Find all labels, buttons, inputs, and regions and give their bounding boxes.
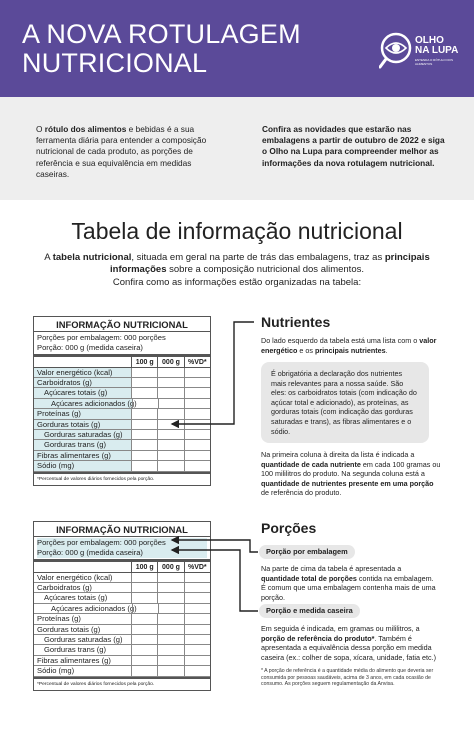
table-footnote: *Percentual de valores diários fornecidos pela porção. — [34, 677, 210, 690]
table-column-headers: 100 g 000 g %VD* — [34, 357, 210, 368]
nutrient-label: Proteínas (g) — [34, 614, 131, 623]
title-line-1: A NOVA ROTULAGEM — [22, 19, 301, 49]
nutrient-label: Carboidratos (g) — [34, 378, 131, 387]
table-column-headers: 100 g 000 g %VD* — [34, 562, 210, 573]
title-line-2: NUTRICIONAL — [22, 48, 208, 78]
nutrient-label: Gorduras saturadas (g) — [34, 430, 131, 439]
section-title: Tabela de informação nutricional — [71, 218, 403, 244]
nutrient-label: Açúcares totais (g) — [34, 593, 131, 602]
porcoes-footnote: * A porção de referência é a quantidade média do alimento que deveria ser consumida por pessoas saudáveis, acima de 3 anos, em cada ocasião de consumo. As porções seguem regulamentação da Anvisa. — [261, 668, 434, 688]
nutrient-label: Valor energético (kcal) — [34, 368, 131, 377]
nutrientes-bracket-line — [172, 322, 254, 424]
pill-porcao-embalagem: Porção por embalagem — [259, 545, 355, 559]
nutrient-label: Açúcares totais (g) — [34, 388, 131, 397]
pill-porcao-medida: Porção e medida caseira — [259, 604, 360, 618]
table-servings: Porções por embalagem: 000 porções Porção: 000 g (medida caseira) — [34, 332, 210, 357]
nutrient-label: Gorduras saturadas (g) — [34, 635, 131, 644]
logo-text-na-lupa: NA LUPA — [415, 45, 459, 56]
nutrient-label: Gorduras trans (g) — [34, 440, 131, 449]
logo-text-olho: OLHO — [415, 35, 444, 46]
nutrient-label: Fibras alimentares (g) — [34, 451, 131, 460]
nutrient-label: Açúcares adicionados (g) — [34, 604, 132, 613]
nutrientes-title: Nutrientes — [261, 314, 331, 330]
nutrient-label: Açúcares adicionados (g) — [34, 399, 132, 408]
lead-text: A tabela nutricional, situada em geral na parte de trás das embalagens, traz as principais informações sobre a composição nutricional dos alimentos. Confira como as informações estão organizadas na tabela: — [44, 252, 430, 288]
intro-left-text: O rótulo dos alimentos e bebidas é a sua ferramenta diária para entender a composição nutricional de cada produto, as porções de referência e sua equivalência em medidas caseiras. — [36, 124, 207, 179]
porcoes-title: Porções — [261, 520, 317, 536]
nutrient-label: Gorduras totais (g) — [34, 625, 131, 634]
nutrient-label: Proteínas (g) — [34, 409, 131, 418]
nutrient-label: Gorduras trans (g) — [34, 645, 131, 654]
nutrient-label: Gorduras totais (g) — [34, 420, 131, 429]
table-heading: INFORMAÇÃO NUTRICIONAL — [34, 522, 210, 537]
nutrientes-columns-text: Na primeira coluna à direita da lista é indicada a quantidade de cada nutriente em cada 100 gramas ou 100 mililitros do produto. Na segunda coluna está a quantidade de nutrientes presente em uma porção de referência do produto. — [261, 450, 441, 498]
table-servings: Porções por embalagem: 000 porções Porção: 000 g (medida caseira) — [34, 537, 210, 562]
porcoes-embalagem-text: Na parte de cima da tabela é apresentada a quantidade total de porções contida na embalagem. É comum que uma embalagem contenha mais de uma porção. — [261, 564, 436, 602]
nutrientes-info-box: É obrigatória a declaração dos nutrientes mais relevantes para a nossa saúde. São eles: os carboidratos totais (com indicação do açúcar total e adicionado), as proteínas, as gorduras totais (com indicação das gorduras saturadas e trans), as fibras alimentares e o sódio. — [261, 362, 429, 443]
table-footnote: *Percentual de valores diários fornecidos pela porção. — [34, 472, 210, 485]
logo-tagline: ENTENDA O RÓTULO DOS ALIMENTOS — [415, 58, 454, 66]
nutrientes-intro: Do lado esquerdo da tabela está uma lista com o valor energético e os principais nutrientes. — [261, 336, 437, 355]
nutrient-label: Sódio (mg) — [34, 666, 131, 675]
table-heading: INFORMAÇÃO NUTRICIONAL — [34, 317, 210, 332]
nutrient-label: Valor energético (kcal) — [34, 573, 131, 582]
intro-right-text: Confira as novidades que estarão nas embalagens a partir de outubro de 2022 e siga o Olho na Lupa para compreender melhor as informações da nova rotulagem nutricional. — [262, 124, 445, 168]
porcao-medida-arrow-line — [172, 550, 258, 611]
porcoes-medida-text: Em seguida é indicada, em gramas ou mililitros, a porção de referência do produto*. Também é apresentada a equivalência dessa porção em medida caseira (ex.: colher de sopa, xícara, unidade, fatia etc.) — [261, 624, 436, 662]
nutrient-label: Sódio (mg) — [34, 461, 131, 470]
nutrient-label: Carboidratos (g) — [34, 583, 131, 592]
nutrient-label: Fibras alimentares (g) — [34, 656, 131, 665]
